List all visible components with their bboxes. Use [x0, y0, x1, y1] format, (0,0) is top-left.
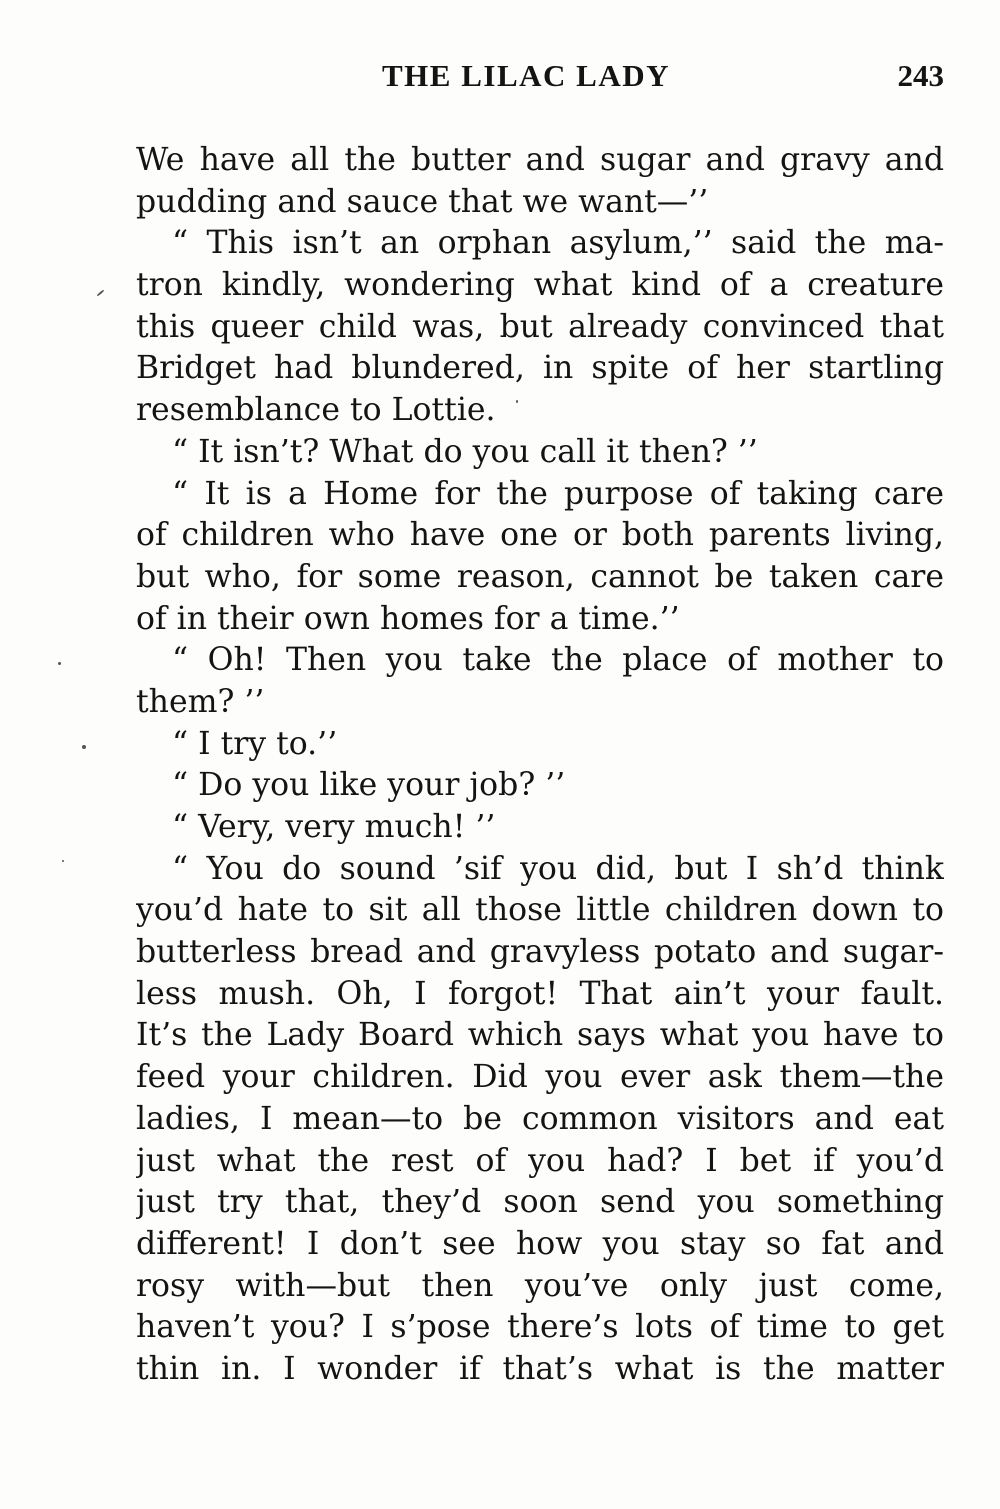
- text-line: “ Do you like your job? ’’: [172, 767, 566, 804]
- text-line: just try that, they’d soon send you something: [136, 1184, 944, 1221]
- text-line: you’d hate to sit all those little children down to: [136, 892, 944, 929]
- scan-speck: [58, 662, 61, 665]
- text-line: It’s the Lady Board which says what you have to: [136, 1017, 944, 1054]
- text-line: them? ’’: [136, 683, 265, 720]
- scan-speck: [62, 860, 64, 862]
- text-line: rosy with—but then you’ve only just come,: [136, 1267, 944, 1304]
- text-line: feed your children. Did you ever ask them—the: [136, 1059, 944, 1096]
- text-line: “ This isn’t an orphan asylum,’’ said the ma-: [172, 225, 944, 262]
- text-line: butterless bread and gravyless potato and sugar-: [136, 934, 944, 971]
- scan-speck: [516, 400, 518, 403]
- text-line: resemblance to Lottie.: [136, 392, 496, 429]
- text-line: ladies, I mean—to be common visitors and eat: [136, 1100, 944, 1137]
- text-line: haven’t you? I s’pose there’s lots of time to get: [136, 1309, 944, 1346]
- text-line: Bridget had blundered, in spite of her startling: [136, 350, 944, 387]
- text-line: “ It is a Home for the purpose of taking care: [172, 475, 944, 512]
- scan-speck: [82, 745, 86, 749]
- text-line: less mush. Oh, I forgot! That ain’t your fault.: [136, 975, 944, 1012]
- running-title: THE LILAC LADY: [382, 58, 670, 93]
- text-line: “ It isn’t? What do you call it then? ’’: [172, 433, 758, 470]
- text-line: this queer child was, but already convinced that: [136, 308, 944, 345]
- text-line: “ Very, very much! ’’: [172, 809, 496, 845]
- scan-speck: [96, 289, 104, 296]
- text-line: tron kindly, wondering what kind of a creature: [136, 267, 944, 304]
- text-line: thin in. I wonder if that’s what is the matter: [136, 1350, 944, 1387]
- text-line: of in their own homes for a time.’’: [136, 600, 680, 637]
- text-line: just what the rest of you had? I bet if you’d: [136, 1142, 944, 1179]
- text-line: “ You do sound ’sif you did, but I sh’d think: [172, 850, 944, 887]
- running-head: [136, 58, 944, 98]
- text-line: We have all the butter and sugar and gravy and: [136, 142, 944, 178]
- text-line: different! I don’t see how you stay so fat and: [136, 1225, 944, 1262]
- body-text: [136, 140, 944, 1391]
- text-line: “ Oh! Then you take the place of mother to: [172, 642, 944, 679]
- text-line: “ I try to.’’: [172, 725, 338, 762]
- page-number: 243: [897, 58, 944, 93]
- text-line: of children who have one or both parents living,: [136, 517, 944, 554]
- text-line: but who, for some reason, cannot be taken care: [136, 558, 944, 595]
- text-line: pudding and sauce that we want—’’: [136, 183, 709, 220]
